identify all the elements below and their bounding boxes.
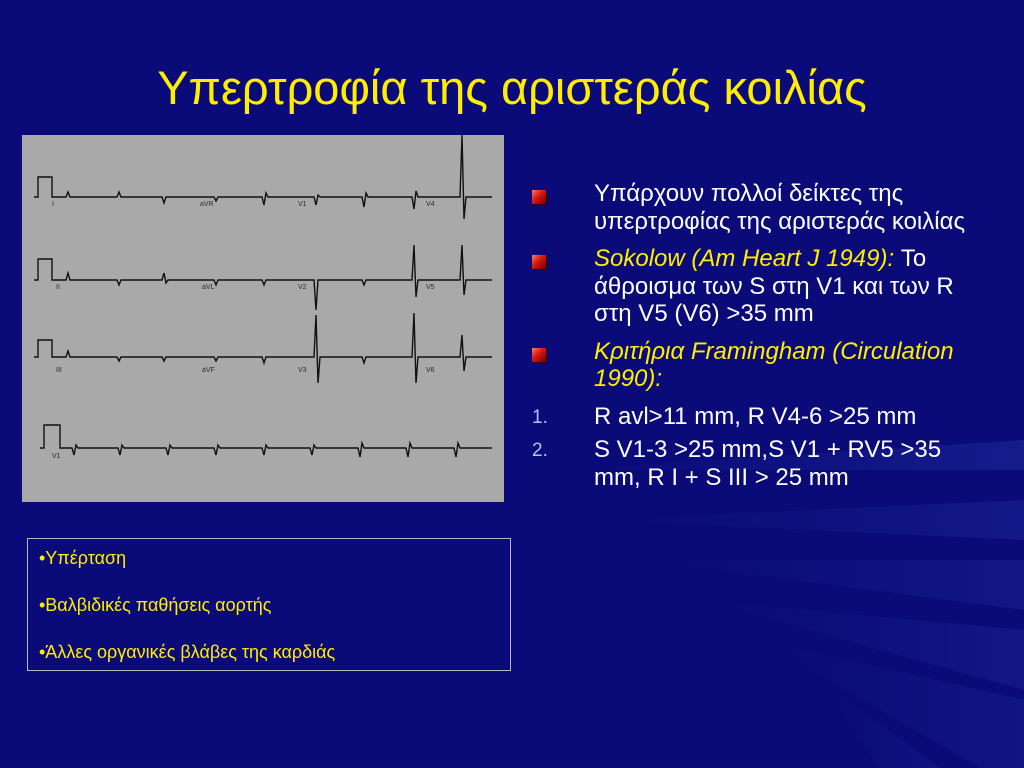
- lead-label: III: [56, 367, 62, 374]
- bullet-emphasis: Κριτήρια Framingham (Circulation 1990):: [594, 337, 954, 392]
- cause-item: •Βαλβιδικές παθήσεις αορτής: [39, 595, 272, 615]
- lead-label: V4: [426, 201, 435, 208]
- square-bullet-icon: [532, 255, 546, 269]
- slide-title: Υπερτροφία της αριστεράς κοιλίας: [157, 61, 867, 114]
- lead-label: aVR: [200, 201, 214, 208]
- lead-label: V1: [298, 201, 307, 208]
- lead-label: V2: [298, 284, 307, 291]
- cause-item: •Άλλες οργανικές βλάβες της καρδιάς: [39, 642, 336, 662]
- lead-label: II: [56, 284, 60, 291]
- square-bullet-icon: [532, 190, 546, 204]
- lead-label: V3: [298, 367, 307, 374]
- bullet-item: [532, 245, 972, 328]
- bullet-item: [532, 338, 972, 393]
- numbered-item: [532, 436, 972, 491]
- lead-label: aVF: [202, 367, 215, 374]
- bullet-item: [532, 180, 972, 235]
- item-number: 2.: [532, 440, 548, 461]
- numbered-item: [532, 403, 972, 431]
- ecg-strip-image: [22, 135, 504, 502]
- lead-label: I: [52, 201, 54, 208]
- cause-item: •Υπέρταση: [39, 548, 127, 568]
- lead-label: V6: [426, 367, 435, 374]
- item-number: 1.: [532, 406, 548, 428]
- lead-label: aVL: [202, 284, 215, 291]
- lead-label: V1: [52, 453, 61, 460]
- lead-label: V5: [426, 284, 435, 291]
- causes-box: [27, 538, 511, 671]
- numbered-text: S V1-3 >25 mm,S V1 + RV5 >35 mm, R I + S III > 25 mm: [594, 436, 942, 491]
- square-bullet-icon: [532, 348, 546, 362]
- content-list: [532, 180, 972, 497]
- bullet-emphasis: Sokolow (Am Heart J 1949):: [594, 245, 895, 272]
- ecg-traces: [22, 135, 504, 502]
- numbered-text: R avl>11 mm, R V4-6 >25 mm: [594, 402, 917, 430]
- bullet-text: Το άθροισμα των S στη V1 και των R στη V5 (V6) >35 mm: [594, 245, 954, 327]
- bullet-text: Υπάρχουν πολλοί δείκτες της υπερτροφίας της αριστεράς κοιλίας: [594, 180, 966, 235]
